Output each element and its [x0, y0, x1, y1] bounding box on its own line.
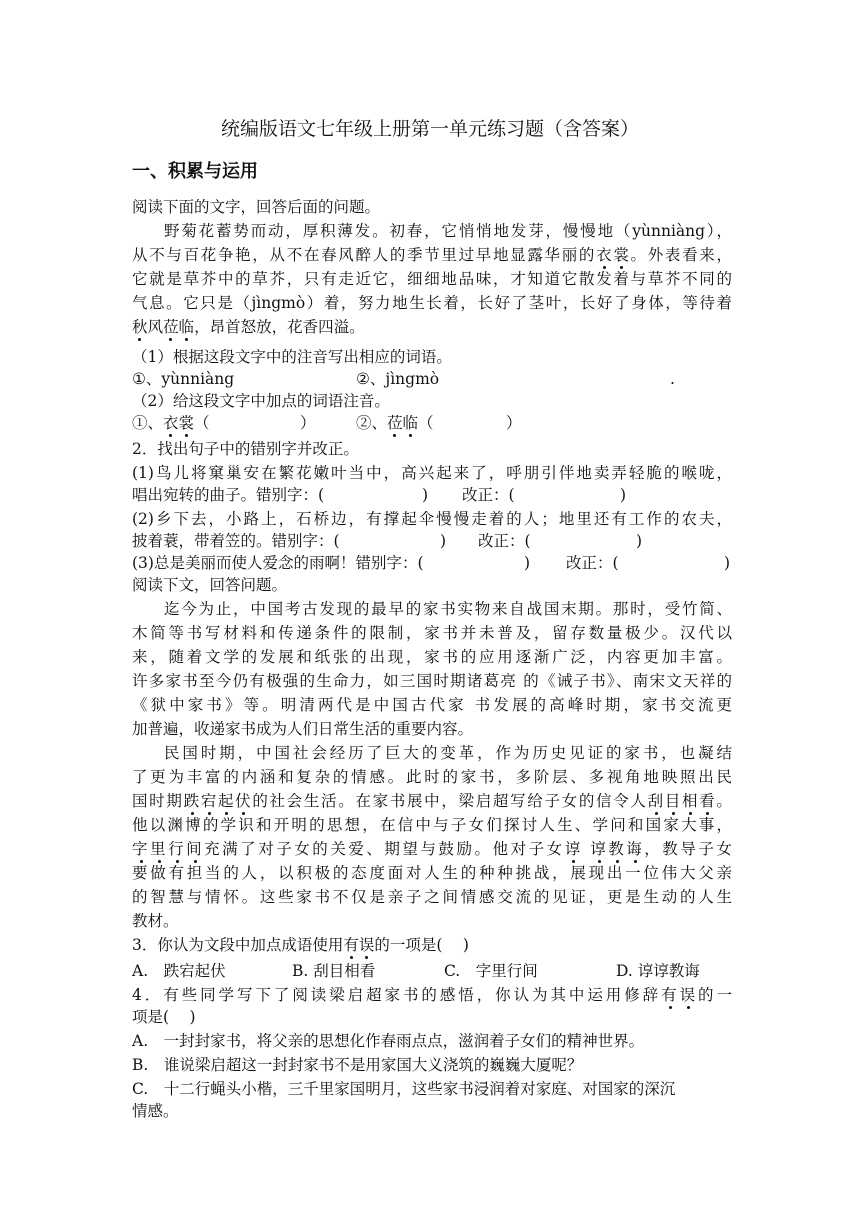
phonetic-answer-row	[132, 412, 732, 434]
option-c-4: C. 十二行蝇头小楷，三千里家国明月，这些家书浸润着对家庭、对国家的深沉	[132, 1080, 676, 1098]
line-end-dot: .	[670, 370, 675, 388]
passage3-line: 民国时期，中国社会经历了巨大的变革，作为历史见证的家书，也凝结	[164, 744, 732, 762]
option-b: B. 刮目相看	[292, 962, 376, 980]
passage3-line: 国时期跌宕起伏的社会生活。在家书展中，梁启超写给子女的信令人刮目相看。	[132, 792, 732, 810]
option-c-4-cont: 情感。	[132, 1102, 179, 1120]
question-3: 3．你认为文段中加点成语使用有误的一项是( )	[132, 936, 469, 954]
question-4-cont: 项是( )	[132, 1008, 196, 1026]
passage2-line: 许多家书至今仍有极强的生命力，如三国时期诸葛亮 的《诫子书》、南宋文天祥的	[132, 672, 732, 690]
passage1-line: 秋风莅临，昂首怒放，花香四溢。	[132, 318, 365, 336]
passage2-line: 加普遍，收递家书成为人们日常生活的重要内容。	[132, 720, 474, 738]
question-2-2-answer: 披着蓑，带着笠的。错别字：( ) 改正：( )	[132, 532, 643, 550]
question-3-options	[132, 960, 732, 982]
passage2-line: 《狱中家书》等。明清两代是中国古代家 书发展的高峰时期，家书交流更	[132, 696, 732, 714]
passage2-line: 迄今为止，中国考古发现的最早的家书实物来自战国末期。那时，受竹简、	[164, 600, 732, 618]
phonetic-item-1: ①、衣裳（	[132, 414, 210, 432]
passage3-line: 他以渊博的学识和开明的思想，在信中与子女们探讨人生、学问和国家大事，	[132, 816, 732, 834]
passage1-line: 从不与百花争艳，从不在春风醉人的季节里过早地显露华丽的衣裳。外表看来，	[132, 246, 732, 264]
pinyin-answer-row	[132, 368, 732, 390]
question-1-2: （2）给这段文字中加点的词语注音。	[132, 392, 390, 410]
passage3-line: 了更为丰富的内涵和复杂的情感。此时的家书，多阶层、多视角地映照出民	[132, 768, 732, 786]
option-d: D. 谆谆教诲	[616, 962, 700, 980]
pinyin-item-2: ②、jìngmò	[356, 370, 440, 388]
option-c: C. 字里行间	[444, 962, 538, 980]
question-2: 2．找出句子中的错别字并改正。	[132, 440, 359, 458]
phonetic-item-1-close: ）	[300, 414, 316, 432]
instruction-read-2: 阅读下文，回答问题。	[132, 576, 288, 594]
question-2-1: (1)鸟儿将窠巢安在繁花嫩叶当中，高兴起来了，呼朋引伴地卖弄轻脆的喉咙，	[132, 464, 732, 482]
option-b-4: B. 谁说梁启超这一封封家书不是用家国大义浇筑的巍巍大厦呢？	[132, 1056, 583, 1074]
passage2-line: 来，随着文学的发展和纸张的出现，家书的应用逐渐广泛，内容更加丰富。	[132, 648, 732, 666]
question-2-3: (3)总是美丽而使人爱念的雨啊！错别字：( ) 改正：( )	[132, 554, 731, 572]
option-a-4: A. 一封封家书，将父亲的思想化作春雨点点，滋润着子女们的精神世界。	[132, 1032, 645, 1050]
passage1-line: 它就是草芥中的草芥，只有走近它，细细地品味，才知道它散发着与草芥不同的	[132, 270, 732, 288]
passage3-line: 的智慧与情怀。这些家书不仅是亲子之间情感交流的见证，更是生动的人生	[132, 888, 732, 906]
option-a: A. 跌宕起伏	[132, 962, 226, 980]
question-2-1-answer: 唱出宛转的曲子。错别字：( ) 改正：( )	[132, 486, 627, 504]
pinyin-item-1: ①、yùnniàng	[132, 370, 235, 388]
passage2-line: 木简等书写材料和传递条件的限制，家书并未普及，留存数量极少。汉代以	[132, 624, 732, 642]
section-heading: 一、积累与运用	[132, 161, 258, 182]
question-2-2: (2)乡下去，小路上，石桥边，有撑起伞慢慢走着的人；地里还有工作的农夫，	[132, 510, 732, 528]
passage1-line: 野菊花蓄势而动，厚积薄发。初春，它悄悄地发芽，慢慢地（yùnniàng），	[164, 222, 732, 240]
question-4: 4．有些同学写下了阅读梁启超家书的感悟，你认为其中运用修辞有误的一	[132, 986, 732, 1004]
instruction-read: 阅读下面的文字，回答后面的问题。	[132, 198, 381, 216]
passage1-line: 气息。它只是（jìngmò）着，努力地生长着，长好了茎叶，长好了身体，等待着	[132, 294, 732, 312]
phonetic-item-2-close: ）	[506, 414, 522, 432]
document-title: 统编版语文七年级上册第一单元练习题（含答案）	[220, 118, 639, 140]
phonetic-item-2: ②、莅临（	[356, 414, 434, 432]
passage3-line: 要做有担当的人，以积极的态度面对人生的种种挑战，展现出一位伟大父亲	[132, 864, 732, 882]
passage3-line: 教材。	[132, 912, 179, 930]
question-1-1: （1）根据这段文字中的注音写出相应的词语。	[132, 348, 452, 366]
passage3-line: 字里行间充满了对子女的关爱、期望与鼓励。他对子女谆 谆教诲，教导子女	[132, 840, 732, 858]
